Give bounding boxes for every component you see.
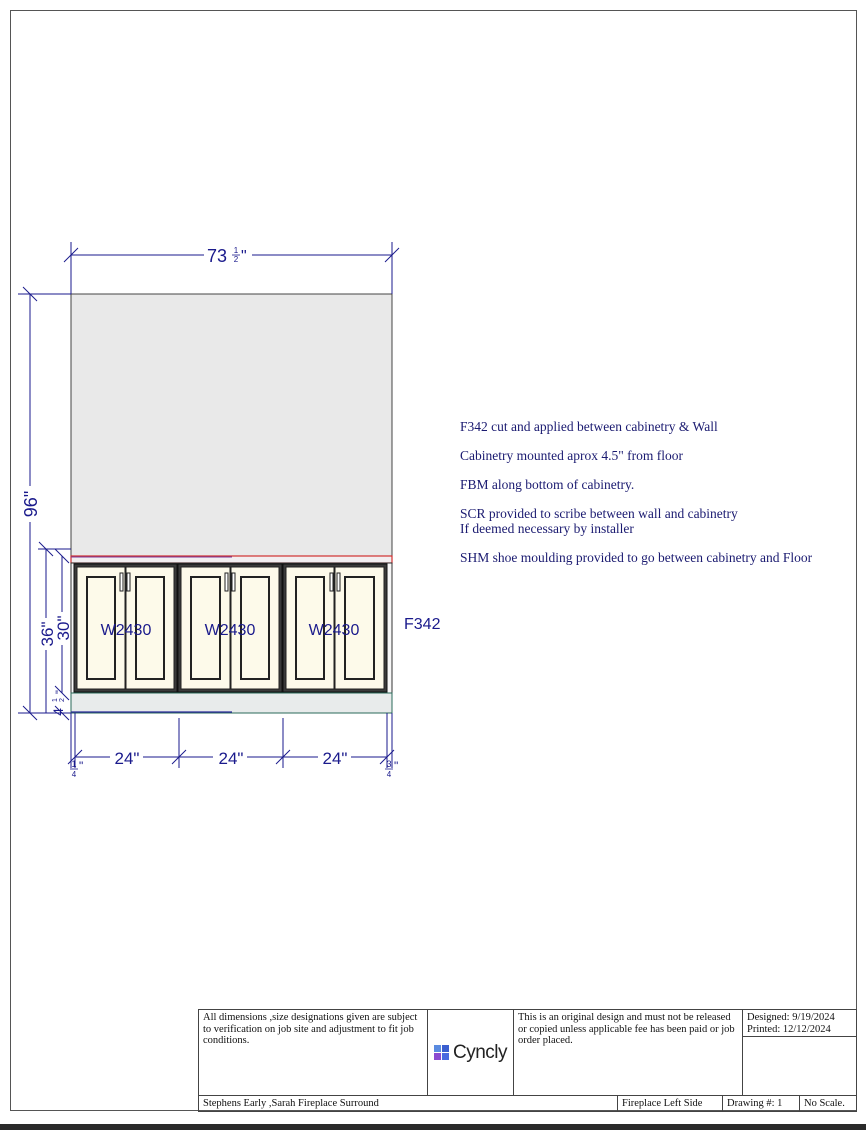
- designed-date: Designed: 9/19/2024: [747, 1012, 835, 1023]
- cabinet-1-width: 24": [114, 749, 140, 768]
- left-filler-num: 1: [71, 759, 77, 769]
- toe-unit: ": [54, 690, 66, 694]
- counter-height-label: 36": [38, 621, 57, 647]
- copyright-text: This is an original design and must not be released or copied unless applicable fee has been paid or job order placed.: [513, 1009, 743, 1096]
- empty-cell: [742, 1036, 857, 1096]
- cabinet-2-handle-left: [225, 573, 228, 591]
- cabinet-3-handle-left: [330, 573, 333, 591]
- right-filler-num: 3: [386, 759, 392, 769]
- dates-box: [742, 1009, 857, 1037]
- note-6: SHM shoe moulding provided to go between cabinetry and Floor: [460, 550, 813, 565]
- cabinet-2-width: 24": [218, 749, 244, 768]
- disclaimer-text: All dimensions ,size designations given are subject to verification on job site and adjustment to fit job conditions.: [198, 1009, 428, 1096]
- note-5: If deemed necessary by installer: [460, 521, 634, 536]
- cabinet-3-handle-right: [337, 573, 340, 591]
- drawing-number: Drawing #: 1: [722, 1095, 800, 1112]
- toe-whole: 4: [50, 708, 66, 716]
- cabinet-1-handle-left: [120, 573, 123, 591]
- right-filler-unit: ": [394, 759, 399, 773]
- right-filler-den: 4: [386, 770, 392, 779]
- view-name: Fireplace Left Side: [617, 1095, 723, 1112]
- cabinet-1-handle-right: [127, 573, 130, 591]
- installation-notes: [460, 419, 860, 579]
- overall-width-unit: ": [241, 248, 247, 265]
- scale-label: No Scale.: [799, 1095, 857, 1112]
- printed-date: Printed: 12/12/2024: [747, 1023, 831, 1035]
- overall-width-whole: 73: [207, 246, 228, 266]
- note-3: FBM along bottom of cabinetry.: [460, 477, 635, 492]
- note-4: SCR provided to scribe between wall and cabinetry: [460, 506, 738, 521]
- overall-width-dimension: [64, 242, 399, 294]
- bottom-bar: [0, 1124, 866, 1130]
- overall-width-frac-den: 2: [233, 255, 239, 264]
- wall-panel: [71, 294, 392, 556]
- left-filler-den: 4: [71, 770, 77, 779]
- toe-frac-num: 1: [52, 698, 59, 702]
- project-name: Stephens Early ,Sarah Fireplace Surround: [198, 1095, 618, 1112]
- note-2: Cabinetry mounted aprox 4.5" from floor: [460, 448, 683, 463]
- title-block: [198, 1009, 857, 1112]
- cabinet-3-width: 24": [322, 749, 348, 768]
- cabinet-3-label: W2430: [308, 622, 360, 639]
- overall-height-label: 96": [21, 490, 41, 518]
- bottom-moulding: [71, 693, 392, 713]
- cabinet-height-label: 30": [54, 615, 73, 641]
- cabinet-1-label: W2430: [100, 622, 152, 639]
- side-filler-label: F342: [404, 616, 441, 633]
- left-filler-unit: ": [79, 759, 84, 773]
- logo: [427, 1009, 514, 1096]
- toe-frac-den: 2: [59, 698, 66, 702]
- note-1: F342 cut and applied between cabinetry & Wall: [460, 419, 718, 434]
- logo-text: Cyncly: [452, 1041, 507, 1063]
- overall-width-frac-num: 1: [233, 246, 239, 255]
- cabinet-2-handle-right: [232, 573, 235, 591]
- cyncly-logo-icon: [434, 1045, 450, 1061]
- cabinet-2-label: W2430: [204, 622, 256, 639]
